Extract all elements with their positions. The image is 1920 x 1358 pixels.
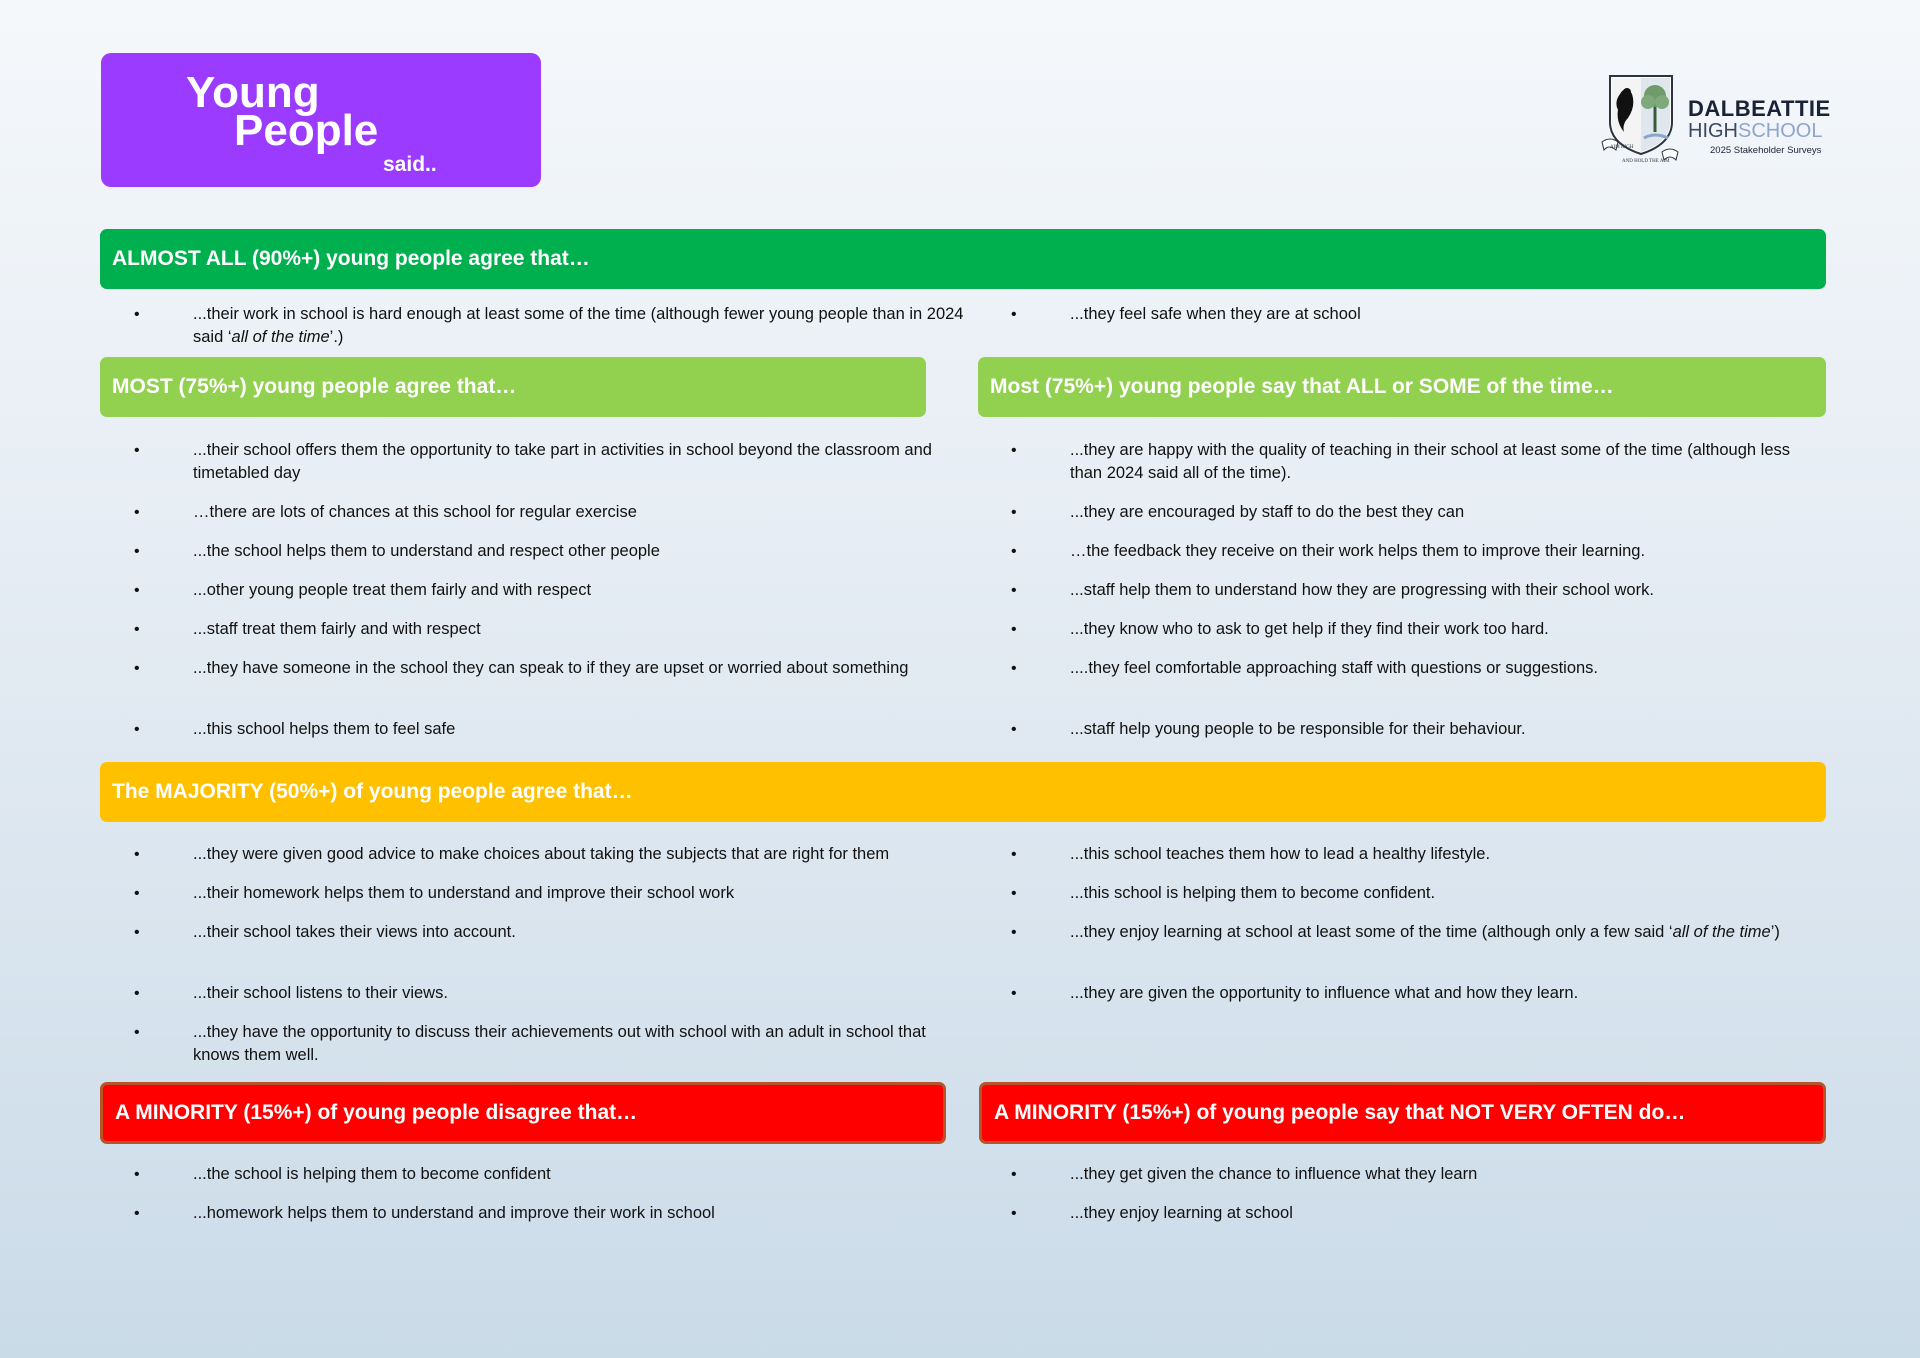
bullet-icon: • xyxy=(1011,660,1017,677)
item-text: ...homework helps them to understand and improve their work in school xyxy=(193,1204,715,1222)
list-item xyxy=(101,540,971,563)
list-item xyxy=(978,439,1818,485)
bullet-icon: • xyxy=(1011,885,1017,902)
almost-all-heading: ALMOST ALL (90%+) young people agree that… xyxy=(112,247,590,270)
list-item xyxy=(978,718,1818,741)
school-name-line-1: DALBEATTIE xyxy=(1688,96,1831,121)
almost-all-banner xyxy=(100,229,1826,289)
list-item xyxy=(978,982,1818,1005)
most-say-heading: Most (75%+) young people say that ALL or SOME of the time… xyxy=(990,375,1614,398)
minority-disagree-list xyxy=(101,1163,971,1233)
school-logo xyxy=(1600,72,1840,168)
bullet-icon: • xyxy=(1011,543,1017,560)
majority-banner xyxy=(100,762,1826,822)
bullet-icon: • xyxy=(134,985,140,1002)
item-text: …the feedback they receive on their work helps them to improve their learning. xyxy=(1070,542,1646,560)
bullet-icon: • xyxy=(134,582,140,599)
list-item xyxy=(101,657,971,680)
list-item xyxy=(101,303,971,349)
list-item xyxy=(978,657,1818,680)
item-text: ...this school helps them to feel safe xyxy=(193,720,456,738)
bullet-icon: • xyxy=(134,721,140,738)
item-text: ...their school takes their views into account. xyxy=(193,923,516,941)
most-say-list xyxy=(978,439,1818,744)
bullet-icon: • xyxy=(134,885,140,902)
item-text: ...other young people treat them fairly and with respect xyxy=(193,581,592,599)
bullet-icon: • xyxy=(134,1166,140,1183)
item-text: ...they know who to ask to get help if they find their work too hard. xyxy=(1070,620,1549,638)
list-item xyxy=(101,982,971,1005)
list-item xyxy=(101,843,971,866)
almost-all-left-list xyxy=(101,303,971,353)
list-item xyxy=(978,1163,1818,1186)
bullet-icon: • xyxy=(134,504,140,521)
item-text: ...they have someone in the school they can speak to if they are upset or worried about something xyxy=(193,659,909,677)
list-item xyxy=(101,718,971,741)
item-text: ...staff help young people to be responsible for their behaviour. xyxy=(1070,720,1526,738)
bullet-icon: • xyxy=(1011,1205,1017,1222)
school-name-school: SCHOOL xyxy=(1738,120,1823,142)
item-italic: all of the time xyxy=(231,328,330,346)
minority-not-often-banner xyxy=(979,1082,1826,1144)
list-item xyxy=(101,882,971,905)
item-text: ...their work in school is hard enough at least some of the time (although fewer young people than in 2024 said ‘ xyxy=(193,305,964,346)
bullet-icon: • xyxy=(134,621,140,638)
crest-motto-bottom: AND HOLD THE AIM xyxy=(1622,159,1670,164)
most-agree-banner xyxy=(100,357,926,417)
item-text: …there are lots of chances at this school for regular exercise xyxy=(193,503,637,521)
bullet-icon: • xyxy=(134,660,140,677)
minority-not-often-heading: A MINORITY (15%+) of young people say that NOT VERY OFTEN do… xyxy=(994,1101,1686,1124)
list-item xyxy=(978,303,1818,326)
item-text: ...the school is helping them to become confident xyxy=(193,1165,551,1183)
most-agree-list xyxy=(101,439,971,744)
bullet-icon: • xyxy=(134,846,140,863)
item-text: ...they are happy with the quality of teaching in their school at least some of the time (although less than 2024 said all of the time). xyxy=(1070,441,1790,482)
minority-disagree-heading: A MINORITY (15%+) of young people disagree that… xyxy=(115,1101,638,1124)
item-text: ...the school helps them to understand and respect other people xyxy=(193,542,660,560)
bullet-icon: • xyxy=(1011,621,1017,638)
item-text: ...they were given good advice to make choices about taking the subjects that are right for them xyxy=(193,845,890,863)
item-text: ...they are encouraged by staff to do the best they can xyxy=(1070,503,1465,521)
bullet-icon: • xyxy=(1011,504,1017,521)
list-item xyxy=(101,439,971,485)
item-text: ...their school offers them the opportunity to take part in activities in school beyond the classroom and timetabled day xyxy=(193,441,932,482)
item-text: ...they enjoy learning at school xyxy=(1070,1204,1293,1222)
list-item xyxy=(978,1202,1818,1225)
majority-left-list xyxy=(101,843,971,1068)
item-text: ...this school teaches them how to lead a healthy lifestyle. xyxy=(1070,845,1491,863)
list-item xyxy=(978,618,1818,641)
item-text: ....they feel comfortable approaching staff with questions or suggestions. xyxy=(1070,659,1598,677)
title-box xyxy=(101,53,541,187)
most-agree-heading: MOST (75%+) young people agree that… xyxy=(112,375,517,398)
item-text: ...they get given the chance to influence what they learn xyxy=(1070,1165,1478,1183)
item-text: ...their school listens to their views. xyxy=(193,984,448,1002)
bullet-icon: • xyxy=(1011,985,1017,1002)
bullet-icon: • xyxy=(1011,924,1017,941)
bullet-icon: • xyxy=(1011,306,1017,323)
list-item xyxy=(101,1021,971,1067)
bullet-icon: • xyxy=(1011,846,1017,863)
item-tail: ’) xyxy=(1770,923,1780,941)
item-text: ...their homework helps them to understand and improve their school work xyxy=(193,884,735,902)
item-text: ...they feel safe when they are at school xyxy=(1070,305,1361,323)
bullet-icon: • xyxy=(134,1024,140,1041)
school-name-line-2 xyxy=(1688,120,1822,143)
list-item xyxy=(978,921,1818,944)
bullet-icon: • xyxy=(134,1205,140,1222)
list-item xyxy=(101,1163,971,1186)
school-crest-icon xyxy=(1600,72,1686,164)
list-item xyxy=(101,501,971,524)
school-name-high: HIGH xyxy=(1688,120,1738,142)
most-say-banner xyxy=(978,357,1826,417)
list-item xyxy=(101,921,971,944)
item-text: ...staff help them to understand how they are progressing with their school work. xyxy=(1070,581,1654,599)
list-item xyxy=(978,882,1818,905)
title-line-1: Young xyxy=(186,68,320,117)
almost-all-right-list xyxy=(978,303,1818,333)
list-item xyxy=(101,1202,971,1225)
bullet-icon: • xyxy=(1011,582,1017,599)
bullet-icon: • xyxy=(1011,1166,1017,1183)
item-tail: ’.) xyxy=(329,328,344,346)
minority-not-often-list xyxy=(978,1163,1818,1233)
item-italic: all of the time xyxy=(1672,923,1771,941)
crest-motto-top: AIM HIGH xyxy=(1610,145,1634,150)
logo-subtitle: 2025 Stakeholder Surveys xyxy=(1710,145,1822,156)
list-item xyxy=(101,618,971,641)
majority-right-list xyxy=(978,843,1818,1023)
item-text: ...this school is helping them to become confident. xyxy=(1070,884,1436,902)
list-item xyxy=(978,579,1818,602)
list-item xyxy=(978,843,1818,866)
bullet-icon: • xyxy=(134,924,140,941)
majority-heading: The MAJORITY (50%+) of young people agree that… xyxy=(112,780,633,803)
bullet-icon: • xyxy=(1011,442,1017,459)
title-line-2: People xyxy=(234,106,379,155)
bullet-icon: • xyxy=(134,543,140,560)
bullet-icon: • xyxy=(134,306,140,323)
bullet-icon: • xyxy=(1011,721,1017,738)
title-line-3: said.. xyxy=(383,153,437,176)
list-item xyxy=(978,501,1818,524)
list-item xyxy=(978,540,1818,563)
item-text: ...they are given the opportunity to influence what and how they learn. xyxy=(1070,984,1579,1002)
item-text: ...they have the opportunity to discuss their achievements out with school with an adult in school that knows them well. xyxy=(193,1023,926,1064)
item-text: ...staff treat them fairly and with respect xyxy=(193,620,481,638)
minority-disagree-banner xyxy=(100,1082,946,1144)
item-text: ...they enjoy learning at school at least some of the time (although only a few said ‘ xyxy=(1070,923,1673,941)
bullet-icon: • xyxy=(134,442,140,459)
list-item xyxy=(101,579,971,602)
